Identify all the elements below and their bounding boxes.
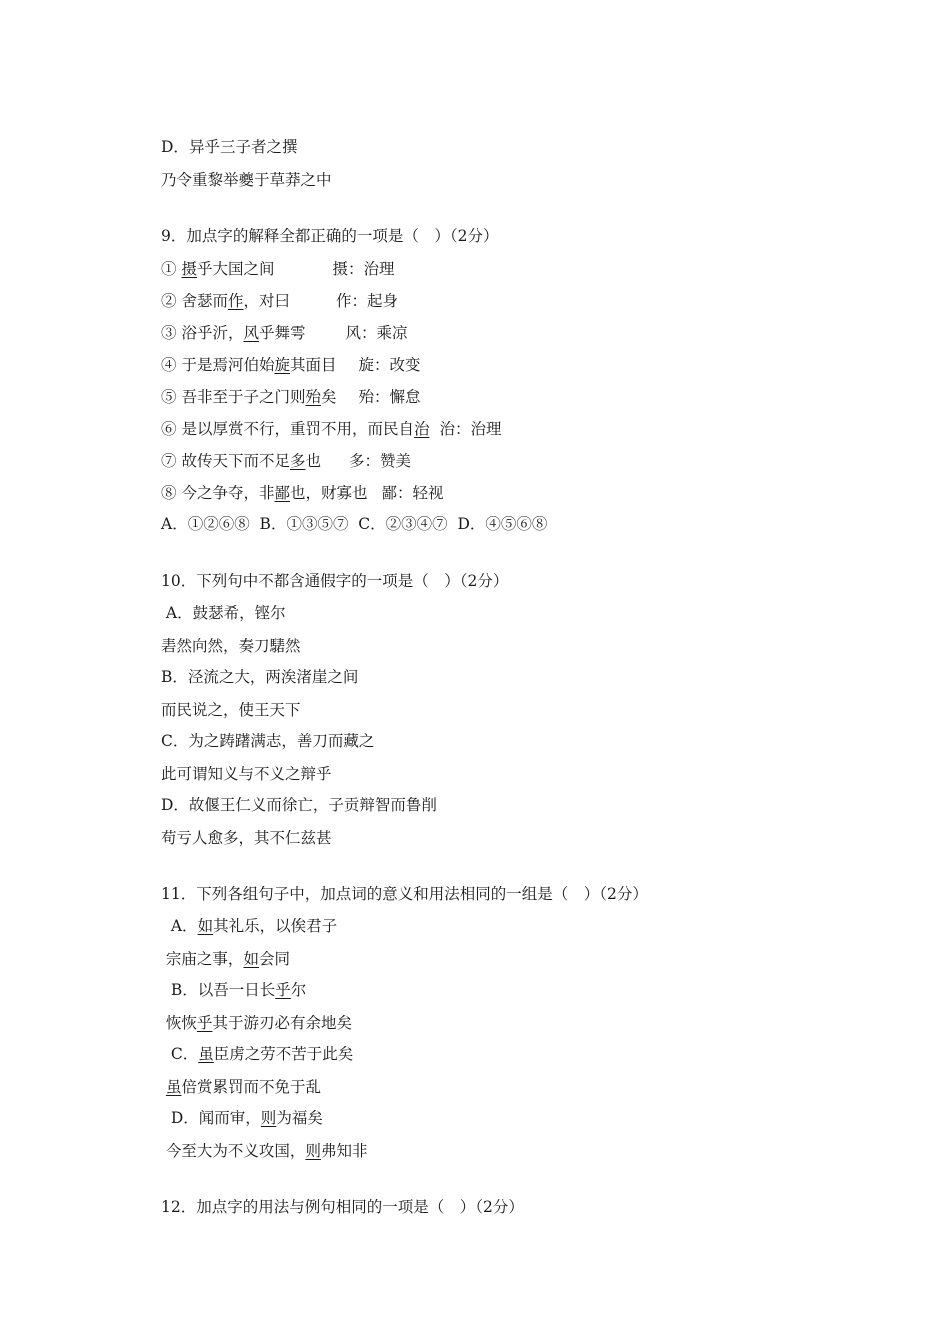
q9-item-4-gloss: 旋：改变 [358,356,421,374]
q9-item-2-underlined: 作 [227,292,244,310]
q9-item-2 [161,291,398,311]
q9-item-8-underlined: 鄙 [274,484,290,502]
q9-item-2-gloss: 作：起身 [336,292,399,310]
q11-line-1-pre: A． [161,917,198,935]
q9-options: A．①②⑥⑧ B．①③⑤⑦ C．②③④⑦ D．④⑤⑥⑧ [161,515,548,533]
q9-item-6-num: ⑥ [161,420,177,438]
q9-item-1-underlined: 摄 [181,260,197,278]
q11-line-6-underlined: 虽 [165,1078,182,1096]
q10-line-6: 此可谓知义与不义之辩乎 [161,765,332,783]
q10-line-5: C．为之踌躇满志，善刀而藏之 [161,732,375,750]
q9-item-2-post: ，对曰 [243,292,290,310]
q8-option-d-line2: 乃令重黎举夔于草莽之中 [161,171,332,189]
q11-line-3-pre: B．以吾一日长 [161,981,276,999]
q12-stem: 12．加点字的用法与例句相同的一项是（ ）（2分） [161,1198,524,1216]
q9-item-7-gloss: 多：赞美 [349,452,412,470]
q11-line-5-underlined: 虽 [198,1045,214,1063]
q9-item-3-num: ③ [161,324,177,342]
q11-line-2 [161,949,290,969]
q9-item-5-num: ⑤ [161,388,177,406]
q9-item-7-post: 也 [305,452,321,470]
q8-option-d-label: D． [161,138,189,156]
q11-line-5-post: 臣虏之劳不苦于此矣 [213,1045,354,1063]
q11-line-3 [161,980,306,1000]
q11-line-7 [161,1108,323,1128]
q9-item-1-num: ① [161,260,177,278]
q11-line-2-underlined: 如 [243,950,259,968]
q9-item-4 [161,355,421,375]
q11-line-4 [161,1013,352,1033]
q9-item-1-post: 乎大国之间 [196,260,275,278]
q9-item-5-pre: 吾非至于子之门则 [181,388,306,406]
q9-item-8-num: ⑧ [161,484,177,502]
q11-line-1-underlined: 如 [197,917,214,935]
q10-line-4: 而民说之，使王天下 [161,701,301,719]
q9-item-5-gloss: 殆：懈怠 [358,388,421,406]
q9-item-3-pre: 浴乎沂， [181,324,244,342]
q9-item-5-underlined: 殆 [305,388,321,406]
q9-item-6-pre: 是以厚赏不行，重罚不用，而民自 [181,420,414,438]
q9-item-4-post: 其面目 [289,356,337,374]
q11-line-5-pre: C． [161,1045,199,1063]
q9-item-4-num: ④ [161,356,177,374]
q11-line-7-underlined: 则 [260,1109,277,1127]
q9-item-3-underlined: 风 [243,324,259,342]
q11-line-2-pre: 宗庙之事， [161,950,244,968]
q9-item-2-num: ② [161,292,177,310]
q9-item-7-num: ⑦ [161,452,177,470]
q10-line-1: A．鼓瑟希，铿尔 [161,604,286,622]
q10-line-7: D．故偃王仁义而徐亡，子贡辩智而鲁削 [161,796,437,814]
q9-item-6 [161,419,502,439]
q11-line-7-post: 为福矣 [276,1109,323,1127]
q11-line-4-underlined: 乎 [196,1014,213,1032]
q8-option-d [161,137,297,157]
q9-item-7 [161,451,411,471]
q10-line-2: 砉然向然，奏刀騞然 [161,637,301,655]
q9-item-5-post: 矣 [320,388,337,406]
q9-item-7-underlined: 多 [289,452,306,470]
q9-item-8 [161,483,444,503]
q9-item-3-post: 乎舞雩 [258,324,306,342]
q11-line-1-post: 其礼乐，以俟君子 [213,917,338,935]
q10-stem: 10．下列句中不都含通假字的一项是（ ）（2分） [161,572,509,590]
q11-line-4-post: 其于游刃必有余地矣 [212,1014,352,1032]
q9-item-6-underlined: 治 [413,420,430,438]
q9-item-5 [161,387,421,407]
q11-line-7-pre: D．闻而审， [161,1109,261,1127]
q11-line-8-post: 弗知非 [320,1142,368,1160]
q8-option-d-text: 异乎三子者之撰 [188,138,298,156]
q9-item-6-gloss: 治：治理 [439,420,502,438]
q11-line-8 [161,1141,367,1161]
q9-item-8-gloss: 鄙：轻视 [381,484,444,502]
q9-stem: 9．加点字的解释全都正确的一项是（ ）（2分） [161,227,499,245]
q9-item-7-pre: 故传天下而不足 [181,452,290,470]
q11-line-3-underlined: 乎 [275,981,291,999]
q9-item-4-pre: 于是焉河伯始 [181,356,275,374]
q11-line-2-post: 会同 [258,950,290,968]
q10-line-8: 苟亏人愈多，其不仁兹甚 [161,829,332,847]
q9-item-4-underlined: 旋 [274,356,290,374]
q11-line-8-pre: 今至大为不义攻国， [161,1142,306,1160]
q11-line-1 [161,916,337,936]
q9-item-3-gloss: 风：乘凉 [345,324,408,342]
q11-line-6-post: 倍赏累罚而不免于乱 [181,1078,321,1096]
q9-item-1 [161,259,395,279]
q11-line-5 [161,1044,353,1064]
q9-item-8-pre: 今之争夺，非 [181,484,275,502]
q11-line-3-post: 尔 [290,981,307,999]
q11-line-4-pre: 恢恢 [161,1014,197,1032]
q11-stem: 11．下列各组句子中，加点词的意义和用法相同的一组是（ ）（2分） [161,885,648,903]
q9-item-1-gloss: 摄：治理 [332,260,395,278]
q9-item-3 [161,323,408,343]
q11-line-6 [161,1077,321,1097]
q9-item-2-pre: 舍瑟而 [181,292,228,310]
q9-item-8-post: 也，财寡也 [289,484,368,502]
q11-line-8-underlined: 则 [305,1142,321,1160]
q10-line-3: B．泾流之大，两涘渚崖之间 [161,668,359,686]
